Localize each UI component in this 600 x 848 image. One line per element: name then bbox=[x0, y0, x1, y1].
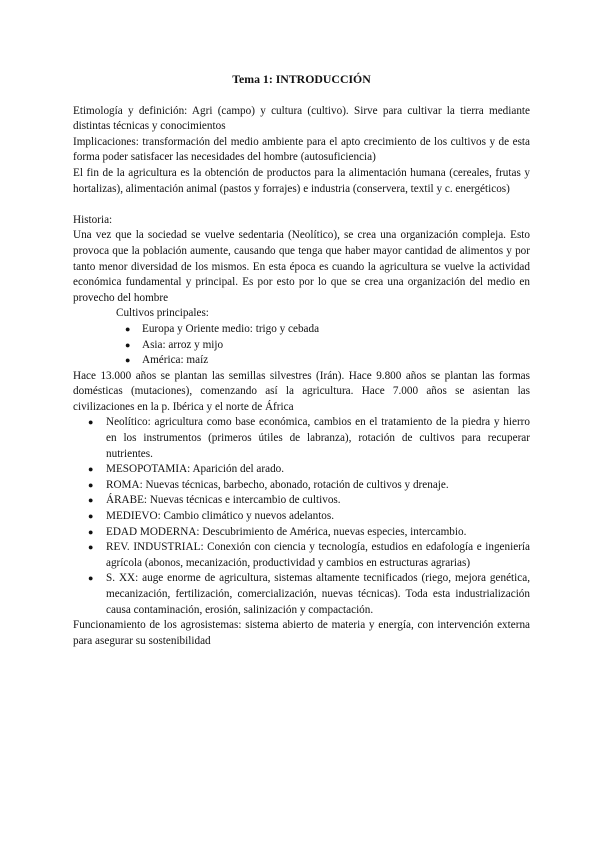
implications-paragraph: Implicaciones: transformación del medio ambiente para el apto crecimiento de los cultivos y de esta forma poder satisfacer las necesidades del hombre (autosuficiencia) bbox=[73, 135, 530, 164]
eras-list bbox=[73, 415, 530, 618]
list-item: ● ÁRABE: Nuevas técnicas e intercambio de cultivos. bbox=[73, 493, 530, 509]
list-item: ● Europa y Oriente medio: trigo y cebada bbox=[73, 322, 530, 338]
list-item: ● EDAD MODERNA: Descubrimiento de América, nuevas especies, intercambio. bbox=[73, 525, 530, 541]
list-item: ● Asia: arroz y mijo bbox=[73, 338, 530, 354]
blank-line bbox=[73, 197, 530, 213]
list-item: ● S. XX: auge enorme de agricultura, sistemas altamente tecnificados (riego, mejora genética, mecanización, fertilización, comercialización, nuevas técnicas). Toda esta industrialización causa contaminación, erosión, salinización y compactación. bbox=[73, 571, 530, 618]
list-item: ● REV. INDUSTRIAL: Conexión con ciencia y tecnología, estudios en edafología e ingeniería agrícola (abonos, mecanización, productividad y cambios en estructuras agrarias) bbox=[73, 540, 530, 571]
list-item: ● Neolítico: agricultura como base económica, cambios en el tratamiento de la piedra y hierro en los instrumentos (primeros útiles de labranza), rotación de cultivos para recuperar nutrientes. bbox=[73, 415, 530, 462]
list-item: ● América: maíz bbox=[73, 353, 530, 369]
list-item: ● MESOPOTAMIA: Aparición del arado. bbox=[73, 462, 530, 478]
etymology-paragraph: Etimología y definición: Agri (campo) y cultura (cultivo). Sirve para cultivar la tierra mediante distintas técnicas y conocimientos bbox=[73, 104, 530, 133]
purpose-paragraph: El fin de la agricultura es la obtención de productos para la alimentación humana (cereales, frutas y hortalizas), alimentación animal (pastos y forrajes) e industria (conservera, textil y c. energéticos) bbox=[73, 166, 530, 195]
history-paragraph: Una vez que la sociedad se vuelve sedentaria (Neolítico), se crea una organización compleja. Esto provoca que la población aumente, causando que tenga que haber mayor cantidad de alimentos y por tanto menor diversidad de los mismos. En esta época es cuando la agricultura se vuelve la actividad económica fundamental y principal. Es por esto por lo que se crea una organización del medio en provecho del hombre bbox=[73, 229, 530, 304]
timeline-paragraph: Hace 13.000 años se plantan las semillas silvestres (Irán). Hace 9.800 años se plantan las formas domésticas (mutaciones), comenzando así la agricultura. Hace 7.000 años se asientan las civilizaciones en la p. Ibérica y el norte de África bbox=[73, 369, 530, 413]
history-heading: Historia: bbox=[73, 213, 113, 226]
closing-paragraph: Funcionamiento de los agrosistemas: sistema abierto de materia y energía, con intervención externa para asegurar su sostenibilidad bbox=[73, 619, 530, 647]
list-item: ● ROMA: Nuevas técnicas, barbecho, abonado, rotación de cultivos y drenaje. bbox=[73, 478, 530, 494]
page-title: Tema 1: INTRODUCCIÓN bbox=[232, 72, 371, 86]
list-item: ● MEDIEVO: Cambio climático y nuevos adelantos. bbox=[73, 509, 530, 525]
crops-list bbox=[73, 322, 530, 369]
crops-label: Cultivos principales: bbox=[116, 307, 209, 320]
